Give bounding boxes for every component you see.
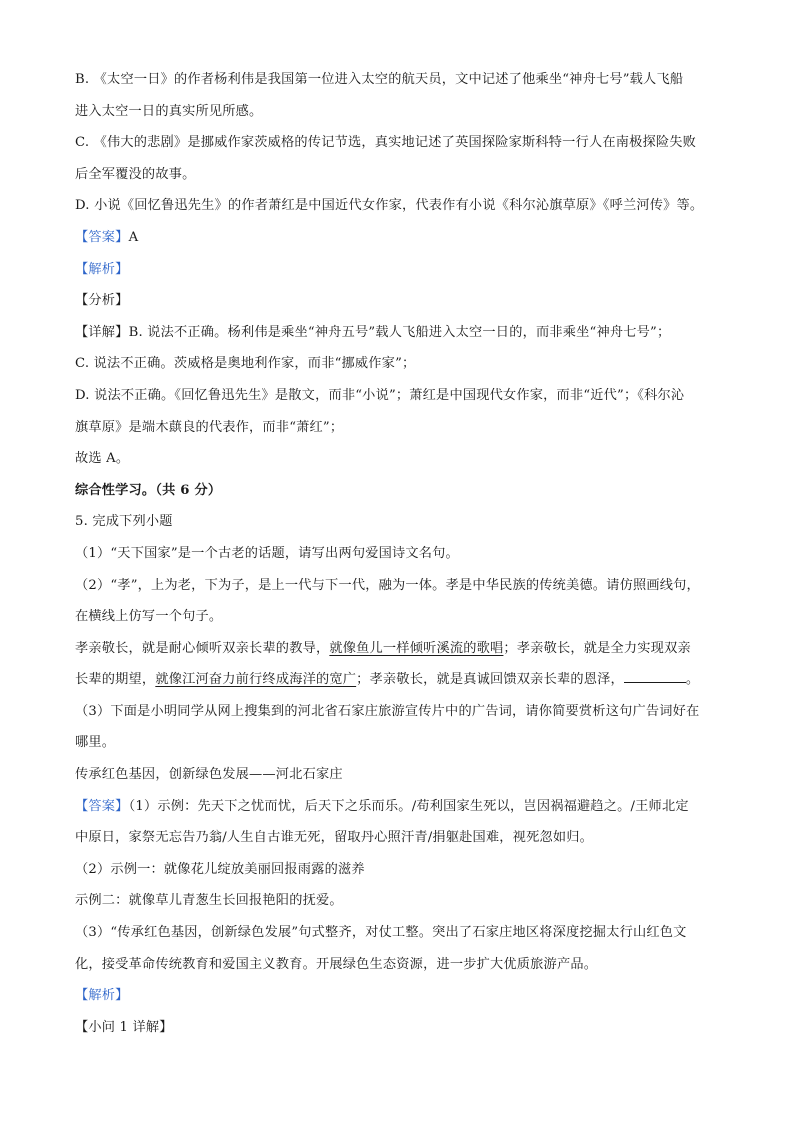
passage-text-a: 孝亲敬长，就是耐心倾听双亲长辈的教导， xyxy=(75,640,330,656)
analysis-line xyxy=(75,254,725,286)
passage-period: 。 xyxy=(685,672,700,688)
subquestion-1: （1）“天下国家”是一个古老的话题，请写出两句爱国诗文名句。 xyxy=(75,545,459,561)
detail-line-3: D. 说法不正确。《回忆鲁迅先生》是散文，而非“小说”；萧红是中国现代女作家，而非“近代”；《科尔沁 xyxy=(75,387,685,403)
detail-conclusion: 故选 A。 xyxy=(75,451,130,467)
underlined-sentence-2: 就像江河奋力前行终成海洋的宽广 xyxy=(155,672,357,688)
answer-5-line-3: （2）示例一：就像花儿绽放美丽回报雨露的滋养 xyxy=(75,861,365,877)
answer-5-line-4: 示例二：就像草儿青葱生长回报艳阳的抚爱。 xyxy=(75,893,343,909)
answer-5-tag: 【答案】 xyxy=(75,798,129,814)
answer-value: A xyxy=(128,229,139,245)
answer-5-line-2: 中原日，家祭无忘告乃翁/人生自古谁无死，留取丹心照汗青/捐躯赴国难，视死忽如归。 xyxy=(75,830,594,846)
passage-text-c: 长辈的期望， xyxy=(75,672,156,688)
subquestion-3-line-1: （3）下面是小明同学从网上搜集到的河北省石家庄旅游宣传片中的广告词，请你简要赏析这句广告词好在 xyxy=(75,703,700,719)
question-5-title: 5. 完成下列小题 xyxy=(75,514,173,530)
detail-tag: 【详解】 xyxy=(75,324,129,340)
subquestion-2-line-1: （2）“孝”，上为老，下为子，是上一代与下一代，融为一体。孝是中华民族的传统美德。请仿照画线句， xyxy=(75,577,700,593)
analysis-tag: 【解析】 xyxy=(75,261,129,277)
detail-line-4: 旗草原》是端木蕻良的代表作，而非“萧红”； xyxy=(75,419,344,435)
answer-tag: 【答案】 xyxy=(75,229,129,245)
subquestion-2-line-2: 在横线上仿写一个句子。 xyxy=(75,609,223,625)
underlined-sentence-1: 就像鱼儿一样倾听溪流的歌唱 xyxy=(329,640,504,656)
answer-5-text: （1）示例：先天下之忧而忧，后天下之乐而乐。/苟利国家生死以，岂因祸福避趋之。/王师北定 xyxy=(128,798,689,814)
ad-slogan: 传承红色基因，创新绿色发展——河北石家庄 xyxy=(75,767,343,783)
option-d-line: D. 小说《回忆鲁迅先生》的作者萧红是中国近代女作家，代表作有小说《科尔沁旗草原》《呼兰河传》等。 xyxy=(75,198,704,214)
analysis-5-tag: 【解析】 xyxy=(75,988,129,1004)
detail-text: B. 说法不正确。杨利伟是乘坐“神舟五号”载人飞船进入太空一日的，而非乘坐“神舟七号”； xyxy=(128,324,671,340)
option-b-line-1: B. 《太空一日》的作者杨利伟是我国第一位进入太空的航天员，文中记述了他乘坐“神舟七号”载人飞船 xyxy=(75,72,684,87)
fenxi-line xyxy=(75,285,725,317)
fenxi-tag: 【分析】 xyxy=(75,293,129,309)
answer-blank xyxy=(624,668,686,683)
detail-line-1 xyxy=(75,317,725,349)
answer-line xyxy=(75,222,725,254)
option-c-line-2: 后全军覆没的故事。 xyxy=(75,166,196,182)
option-b-line-2: 进入太空一日的真实所见所感。 xyxy=(75,103,263,119)
section-heading: 综合性学习。（共 6 分） xyxy=(75,482,222,498)
option-c-line-1: C. 《伟大的悲剧》是挪威作家茨威格的传记节选，真实地记述了英国探险家斯科特一行人在南极探险失败 xyxy=(75,135,697,151)
analysis-5-line xyxy=(75,980,725,1012)
passage-text-d: ；孝亲敬长，就是真诚回馈双亲长辈的恩泽， xyxy=(356,672,624,688)
detail-line-2: C. 说法不正确。茨威格是奥地利作家，而非“挪威作家”； xyxy=(75,356,416,372)
imitation-passage-line-2 xyxy=(75,664,725,696)
answer-5-line-6: 化，接受革命传统教育和爱国主义教育。开展绿色生态资源，进一步扩大优质旅游产品。 xyxy=(75,956,598,972)
answer-5-line-1 xyxy=(75,791,725,823)
imitation-passage-line-1 xyxy=(75,633,725,665)
subquestion-1-detail-line xyxy=(75,1012,725,1044)
subquestion-1-detail-tag: 【小问 1 详解】 xyxy=(75,1019,173,1035)
answer-5-line-5: （3）“传承红色基因，创新绿色发展”句式整齐，对仗工整。突出了石家庄地区将深度挖掘太行山红色文 xyxy=(75,925,687,941)
document-body xyxy=(75,64,725,1043)
subquestion-3-line-2: 哪里。 xyxy=(75,735,116,751)
passage-text-b: ；孝亲敬长，就是全力实现双亲 xyxy=(503,640,691,656)
